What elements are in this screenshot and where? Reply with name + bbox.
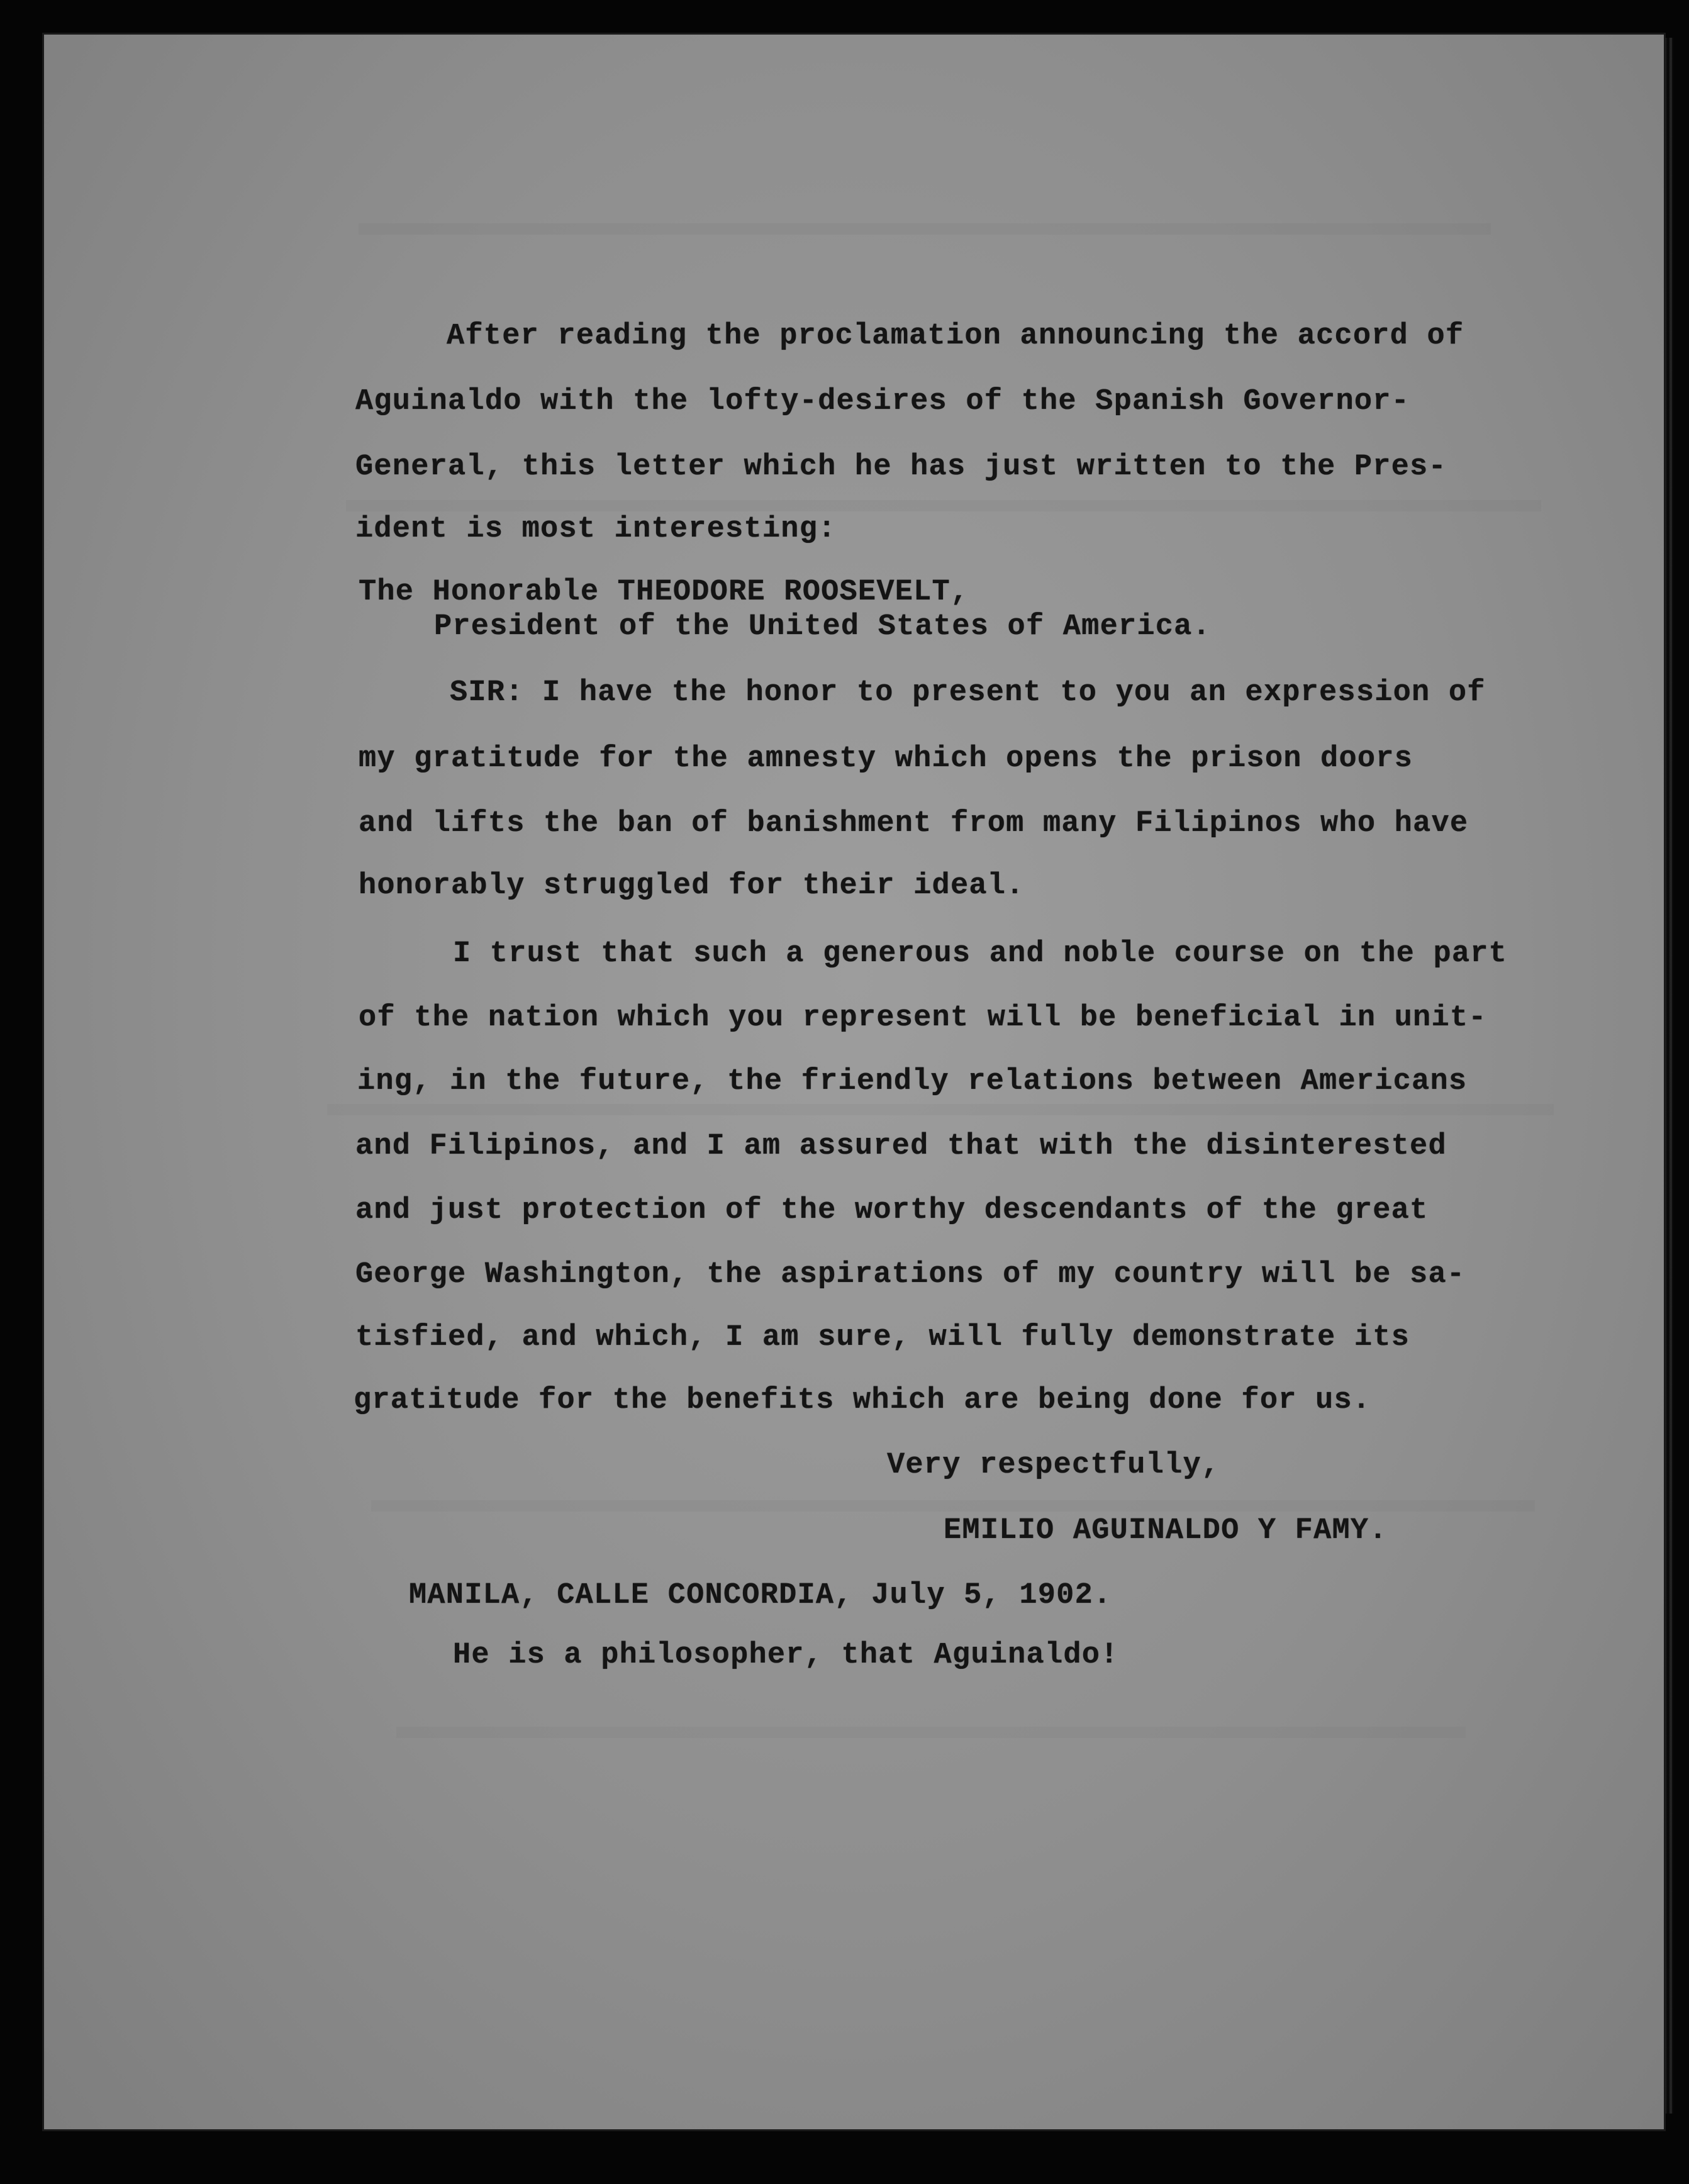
bleed-through (327, 1104, 1554, 1115)
letter-paragraph-2-line-1: I trust that such a generous and noble course on the part (453, 937, 1508, 971)
letter-paragraph-2-line-4: and Filipinos, and I am assured that with the disinterested (355, 1130, 1447, 1163)
closing: Very respectfully, (887, 1449, 1220, 1482)
address-line-1: The Honorable THEODORE ROOSEVELT, (359, 576, 969, 609)
intro-line-2: Aguinaldo with the lofty-desires of the Spanish Governor- (355, 385, 1410, 418)
dateline: MANILA, CALLE CONCORDIA, July 5, 1902. (409, 1579, 1112, 1612)
letter-paragraph-1-line-2: my gratitude for the amnesty which opens the prison doors (359, 742, 1413, 776)
letter-paragraph-1-line-4: honorably struggled for their ideal. (359, 869, 1025, 903)
bleed-through (371, 1500, 1535, 1512)
address-line-2: President of the United States of America. (434, 610, 1211, 644)
letter-paragraph-2-line-6: George Washington, the aspirations of my country will be sa- (355, 1258, 1466, 1291)
letter-paragraph-2-line-7: tisfied, and which, I am sure, will fully demonstrate its (355, 1321, 1410, 1354)
intro-line-3: General, this letter which he has just written to the Pres- (355, 450, 1447, 484)
intro-line-4: ident is most interesting: (355, 513, 837, 546)
letter-paragraph-2-line-2: of the nation which you represent will be beneficial in unit- (359, 1001, 1487, 1035)
letter-paragraph-2-line-3: ing, in the future, the friendly relations between Americans (357, 1065, 1468, 1098)
letter-paragraph-1-line-1: SIR: I have the honor to present to you an expression of (450, 676, 1486, 710)
intro-line-1: After reading the proclamation announcing the accord of (447, 320, 1464, 353)
signature: EMILIO AGUINALDO Y FAMY. (944, 1514, 1388, 1547)
letter-paragraph-2-line-5: and just protection of the worthy descendants of the great (355, 1194, 1429, 1227)
bleed-through (346, 500, 1541, 511)
letter-paragraph-1-line-3: and lifts the ban of banishment from many Filipinos who have (359, 807, 1469, 840)
closing-remark: He is a philosopher, that Aguinaldo! (453, 1639, 1119, 1672)
letter-paragraph-2-line-8: gratitude for the benefits which are being done for us. (354, 1384, 1371, 1417)
bleed-through (359, 223, 1491, 235)
bleed-through (396, 1727, 1466, 1738)
